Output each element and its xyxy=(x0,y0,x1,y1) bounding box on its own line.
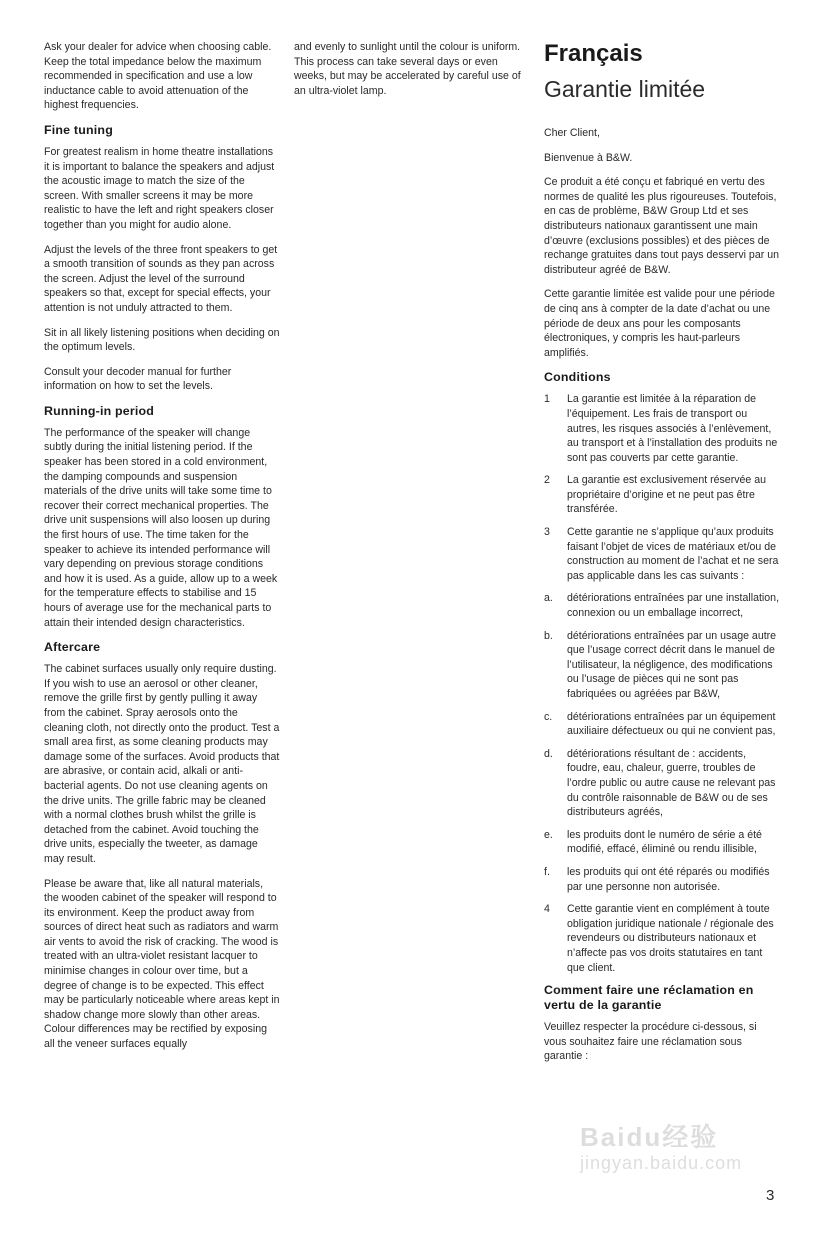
condition-text: détériorations résultant de : accidents, foudre, eau, chaleur, guerre, troubles de l’ordre public ou autre cause ne relevant pas du contrôle raisonnable de B&W ou de ses distributeurs agréés, xyxy=(567,747,776,819)
condition-text: détériorations entraînées par un équipement auxiliaire défectueux ou qui ne convient pas, xyxy=(567,710,776,738)
condition-text: les produits qui ont été réparés ou modifiés par une personne non autorisée. xyxy=(567,865,770,893)
conditions-list xyxy=(544,392,780,975)
condition-text: La garantie est limitée à la réparation de l’équipement. Les frais de transport ou autres, les risques associés à l’enlèvement, au transport et à l’installation des produits ne sont pas couverts par cette garantie. xyxy=(567,393,778,464)
paragraph-fine-tuning-3: Sit in all likely listening positions when deciding on the optimum levels. xyxy=(44,326,280,354)
heading-conditions: Conditions xyxy=(544,370,611,385)
paragraph-warranty-period: Cette garantie limitée est valide pour une période de cinq ans à compter de la date d’achat ou une période de deux ans pour les composants électroniques, y compris les haut-parleurs amplifiés. xyxy=(544,288,775,359)
condition-item xyxy=(544,865,780,894)
paragraph-fine-tuning-2: Adjust the levels of the three front speakers to get a smooth transition of sounds as they pan across the screen. Adjust the level of the surround speakers so that, except for special effects, your attention is not unduly attracted to them. xyxy=(44,243,278,314)
greeting: Cher Client, xyxy=(544,127,600,139)
condition-item xyxy=(544,392,780,465)
condition-item xyxy=(544,473,780,517)
condition-number: d. xyxy=(544,747,553,760)
condition-number: 1 xyxy=(544,393,550,406)
condition-item xyxy=(544,902,780,975)
condition-item xyxy=(544,629,780,702)
paragraph-cable-advice: Ask your dealer for advice when choosing cable. Keep the total impedance below the maximum recommended in specification and use a low inductance cable to avoid attenuation of the highest frequencies. xyxy=(44,41,272,112)
column-middle xyxy=(294,40,530,108)
condition-text: La garantie est exclusivement réservée au propriétaire d’origine et ne peut pas être transférée. xyxy=(567,474,767,516)
heading-fine-tuning: Fine tuning xyxy=(44,122,113,137)
warranty-title: Garantie limitée xyxy=(544,76,706,102)
paragraph-running-in: The performance of the speaker will change subtly during the initial listening period. If the speaker has been stored in a cold environment, the damping compounds and suspension materials of the drive units will take some time to recover their correct mechanical properties. The drive unit suspensions will also loosen up during the first hours of use. The time taken for the speaker to achieve its intended performance will vary depending on previous storage conditions and how it is used. As a guide, allow up to a week for the temperature effects to stabilise and 15 hours of average use for the mechanical parts to attain their intended design characteristics. xyxy=(44,426,278,629)
watermark-logo: Baidu经验 xyxy=(580,1122,719,1152)
condition-number: a. xyxy=(544,592,553,605)
paragraph-aftercare-2: Please be aware that, like all natural materials, the wooden cabinet of the speaker will respond to its environment. Keep the product away from sources of direct heat such as radiators and warm air vents to avoid the risk of cracking. The wood is treated with an ultra-violet resistant lacquer to minimise changes in colour over time, but a degree of change is to be expected. This effect may be particularly noticeable where areas kept in shadow change more slowly than other areas. Colour differences may be rectified by exposing all the veneer surfaces equally xyxy=(44,877,280,1051)
condition-text: Cette garantie vient en complément à toute obligation juridique nationale / régionale des revendeurs ou distributeurs nationaux et n’affecte pas vos droits statutaires en tant que client. xyxy=(567,903,774,974)
welcome-line: Bienvenue à B&W. xyxy=(544,151,633,164)
paragraph-aftercare-1: The cabinet surfaces usually only require dusting. If you wish to use an aerosol or other cleaner, remove the grille first by gently pulling it away from the cabinet. Spray aerosols onto the cleaning cloth, not directly onto the product. Test a small area first, as some cleaning products may damage some of the surfaces. Avoid products that are abrasive, or contain acid, alkali or anti-bacterial agents. Do not use cleaning agents on the drive units. The grille fabric may be cleaned with a normal clothes brush whilst the grille is detached from the cabinet. Avoid touching the drive units, especially the tweeter, as damage may result. xyxy=(44,663,280,865)
heading-running-in: Running-in period xyxy=(44,403,155,418)
watermark-url: jingyan.baidu.com xyxy=(580,1153,743,1173)
condition-item xyxy=(544,591,780,620)
condition-item xyxy=(544,828,780,857)
condition-number: b. xyxy=(544,629,553,642)
condition-text: détériorations entraînées par un usage autre que l’usage correct décrit dans le manuel de l’utilisateur, la négligence, des modifications ou l’usage de pièces qui ne sont pas fabriquées ou agréées par B&W, xyxy=(567,629,777,700)
page-number: 3 xyxy=(766,1187,775,1204)
condition-text: Cette garantie ne s’applique qu’aux produits faisant l’objet de vices de matériaux et/ou de construction au moment de l’achat et ne sera pas applicable dans les cas suivants : xyxy=(567,526,779,582)
condition-text: détériorations entraînées par une installation, connexion ou un emballage incorrect, xyxy=(567,592,780,620)
condition-number: e. xyxy=(544,828,553,841)
condition-number: c. xyxy=(544,710,553,723)
condition-number: 4 xyxy=(544,903,550,916)
paragraph-aftercare-continued: and evenly to sunlight until the colour is uniform. This process can take several days or even weeks, but may be accelerated by careful use of an ultra-violet lamp. xyxy=(294,41,521,97)
language-heading: Français xyxy=(544,40,643,67)
heading-claim: Comment faire une réclamation en vertu de la garantie xyxy=(544,983,754,1013)
condition-number: f. xyxy=(544,865,550,878)
condition-item xyxy=(544,710,780,739)
column-left xyxy=(44,40,280,1062)
paragraph-fine-tuning-4: Consult your decoder manual for further information on how to set the levels. xyxy=(44,365,232,393)
paragraph-claim: Veuillez respecter la procédure ci-dessous, si vous souhaitez faire une réclamation sous garantie : xyxy=(544,1021,757,1063)
condition-number: 2 xyxy=(544,474,550,487)
paragraph-fine-tuning-1: For greatest realism in home theatre installations it is important to balance the speakers and adjust the acoustic image to match the size of the screen. With smaller screens it may be more realistic to have the left and right speakers closer together than you might for audio alone. xyxy=(44,145,275,231)
condition-item xyxy=(544,747,780,820)
heading-aftercare: Aftercare xyxy=(44,640,101,655)
column-right xyxy=(544,38,780,1074)
watermark xyxy=(580,1122,770,1178)
condition-number: 3 xyxy=(544,526,550,539)
condition-item xyxy=(544,525,780,583)
paragraph-warranty-intro: Ce produit a été conçu et fabriqué en vertu des normes de qualité les plus rigoureuses. Toutefois, en cas de problème, B&W Group Ltd et ses distributeurs nationaux garantissent une main d’œuvre (exclusions possibles) et des pièces de rechange gratuites dans tout pays desservi par un distributeur agréé de B&W. xyxy=(544,176,779,276)
condition-text: les produits dont le numéro de série a été modifié, effacé, éliminé ou rendu illisible, xyxy=(567,828,762,856)
